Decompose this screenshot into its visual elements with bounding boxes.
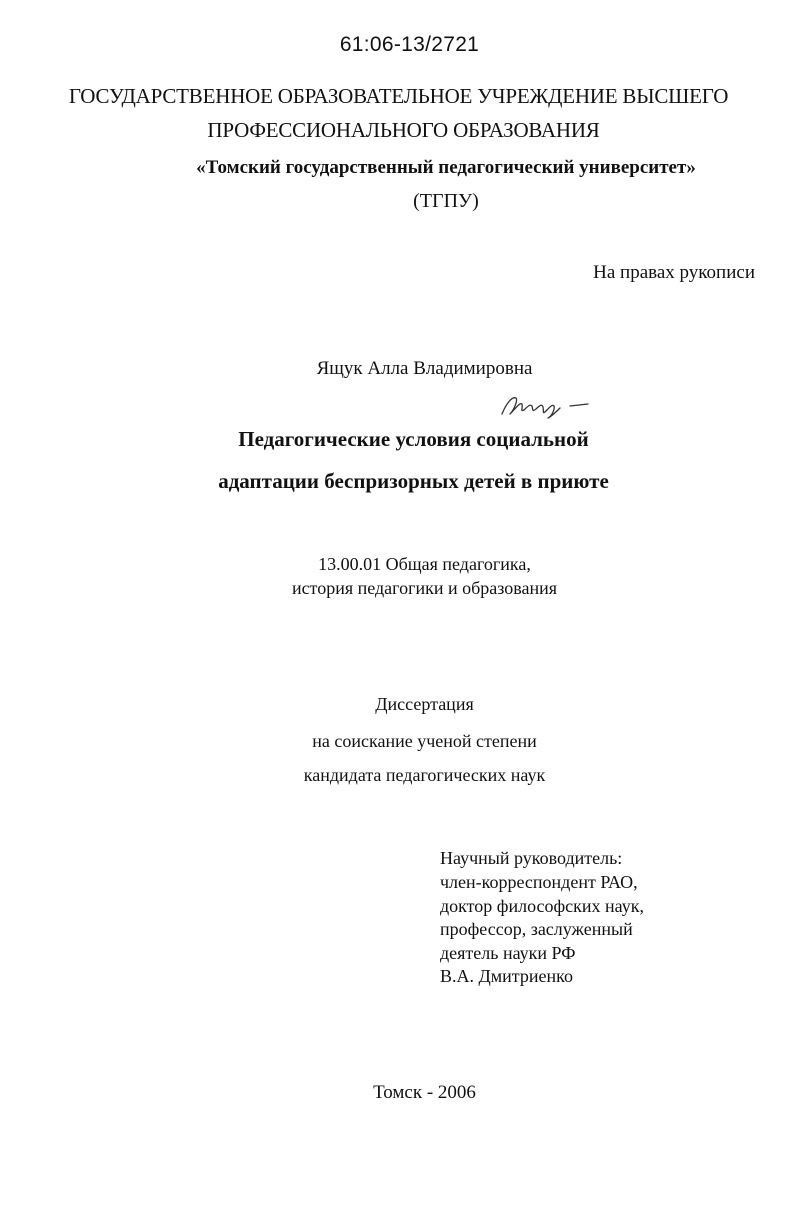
degree-line-2: кандидата педагогических наук: [303, 765, 546, 785]
advisor-label: Научный руководитель:: [440, 848, 623, 868]
dissertation-label: Диссертация: [375, 694, 474, 714]
advisor-title-1: член-корреспондент РАО,: [440, 872, 638, 892]
university-abbreviation: (ТГПУ): [413, 190, 479, 212]
advisor-title-2: доктор философских наук,: [440, 896, 644, 916]
author-name: Ящук Алла Владимировна: [316, 358, 533, 379]
dissertation-title-line-2: адаптации беспризорных детей в приюте: [218, 469, 609, 493]
institution-line-2: ПРОФЕССИОНАЛЬНОГО ОБРАЗОВАНИЯ: [207, 118, 600, 142]
manuscript-rights-note: На правах рукописи: [593, 262, 755, 283]
place-and-year: Томск - 2006: [373, 1082, 476, 1103]
author-signature: [496, 390, 596, 420]
university-name: «Томский государственный педагогический университет»: [196, 157, 696, 178]
specialty-name-line: история педагогики и образования: [291, 578, 558, 598]
advisor-title-4: деятель науки РФ: [440, 943, 576, 963]
degree-line-1: на соискание ученой степени: [312, 731, 537, 751]
specialty-code-line: 13.00.01 Общая педагогика,: [318, 554, 531, 574]
dissertation-title-line-1: Педагогические условия социальной: [238, 427, 589, 451]
advisor-name: В.А. Дмитриенко: [440, 966, 573, 986]
advisor-title-3: профессор, заслуженный: [440, 919, 633, 939]
catalog-number: 61:06-13/2721: [339, 33, 480, 56]
institution-line-1: ГОСУДАРСТВЕННОЕ ОБРАЗОВАТЕЛЬНОЕ УЧРЕЖДЕНИЕ ВЫСШЕГО: [68, 84, 729, 108]
